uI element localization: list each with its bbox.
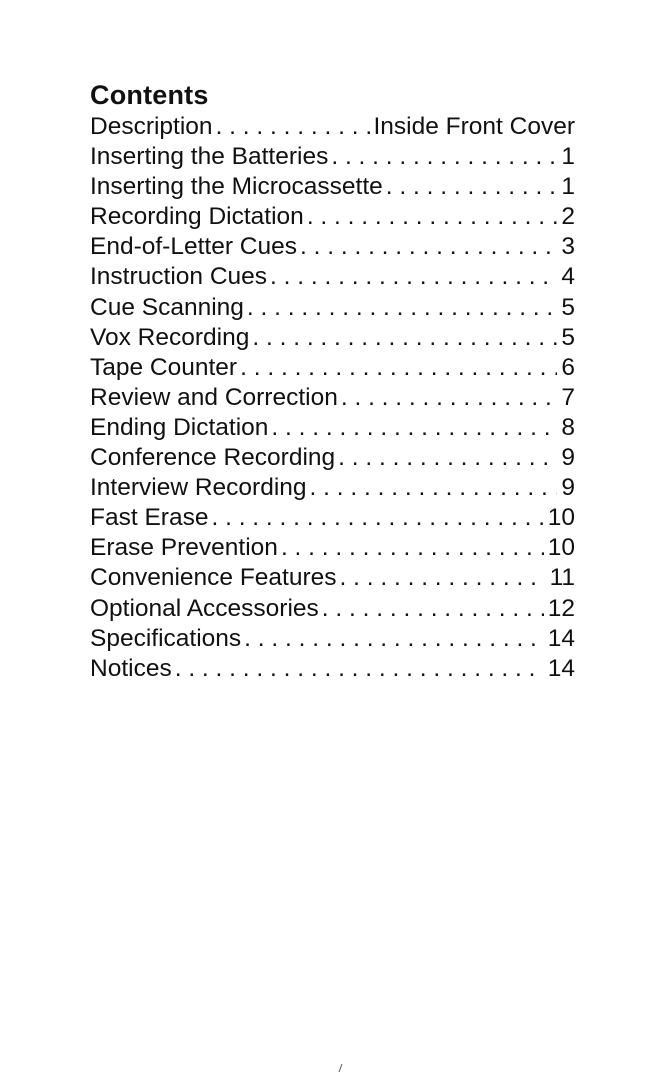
- dot-leader: [340, 563, 546, 593]
- entry-title: Interview Recording: [90, 474, 307, 502]
- entry-title: Ending Dictation: [90, 413, 269, 441]
- dot-leader: [270, 262, 557, 292]
- contents-heading: Contents: [90, 80, 209, 110]
- toc-entry-erase-prevention: [90, 533, 575, 563]
- entry-title: Specifications: [90, 624, 242, 652]
- entry-page: 4: [561, 263, 575, 291]
- dot-leader: [310, 473, 558, 503]
- entry-title: Recording Dictation: [90, 203, 304, 231]
- entry-page: 5: [561, 293, 575, 321]
- entry-title: End-of-Letter Cues: [90, 233, 297, 261]
- toc-entry-interview-recording: [90, 473, 575, 503]
- toc-entry-review-and-correction: [90, 383, 575, 413]
- entry-page: 6: [561, 353, 575, 381]
- dot-leader: [281, 533, 544, 563]
- toc-entry-fast-erase: [90, 503, 575, 533]
- entry-page: 1: [561, 143, 575, 171]
- toc-entry-vox-recording: [90, 323, 575, 353]
- table-of-contents: [90, 112, 575, 684]
- entry-page: 14: [547, 654, 575, 682]
- toc-entry-optional-accessories: [90, 594, 575, 624]
- entry-title: Inserting the Microcassette: [90, 173, 383, 201]
- toc-entry-instruction-cues: [90, 262, 575, 292]
- dot-leader: [211, 503, 543, 533]
- entry-title: Notices: [90, 654, 172, 682]
- toc-entry-tape-counter: [90, 353, 575, 383]
- dot-leader: [240, 353, 557, 383]
- dot-leader: [247, 293, 557, 323]
- entry-page: 3: [561, 233, 575, 261]
- toc-entry-inserting-batteries: [90, 142, 575, 172]
- dot-leader: [216, 112, 374, 142]
- toc-entry-convenience-features: [90, 563, 575, 593]
- entry-title: Convenience Features: [90, 564, 337, 592]
- dot-leader: [386, 172, 558, 202]
- entry-page: 1: [561, 173, 575, 201]
- entry-title: Inserting the Batteries: [90, 143, 329, 171]
- dot-leader: [244, 624, 544, 654]
- dot-leader: [307, 202, 558, 232]
- toc-entry-description: [90, 112, 575, 142]
- toc-entry-conference-recording: [90, 443, 575, 473]
- entry-title: Conference Recording: [90, 444, 336, 472]
- entry-page: Inside Front Cover: [373, 113, 575, 140]
- entry-page: 2: [561, 203, 575, 231]
- dot-leader: [341, 383, 558, 413]
- entry-page: 14: [547, 624, 575, 652]
- toc-entry-cue-scanning: [90, 293, 575, 323]
- page-mark: [339, 1064, 347, 1072]
- toc-entry-notices: [90, 654, 575, 684]
- dot-leader: [271, 413, 557, 443]
- entry-title: Cue Scanning: [90, 293, 244, 321]
- entry-page: 12: [547, 594, 575, 622]
- entry-page: 5: [561, 323, 575, 351]
- dot-leader: [338, 443, 557, 473]
- entry-title: Optional Accessories: [90, 594, 319, 622]
- entry-page: 9: [561, 474, 575, 502]
- entry-title: Vox Recording: [90, 323, 250, 351]
- dot-leader: [252, 323, 557, 353]
- toc-entry-specifications: [90, 624, 575, 654]
- entry-title: Instruction Cues: [90, 263, 268, 291]
- toc-entry-recording-dictation: [90, 202, 575, 232]
- entry-page: 10: [547, 534, 575, 562]
- entry-page: 8: [561, 413, 575, 441]
- entry-title: Review and Correction: [90, 383, 338, 411]
- toc-entry-end-of-letter-cues: [90, 232, 575, 262]
- toc-entry-ending-dictation: [90, 413, 575, 443]
- dot-leader: [300, 232, 557, 262]
- toc-entry-inserting-microcassette: [90, 172, 575, 202]
- entry-page: 7: [561, 383, 575, 411]
- entry-page: 9: [561, 444, 575, 472]
- dot-leader: [331, 142, 557, 172]
- entry-page: 10: [547, 504, 575, 532]
- entry-title: Erase Prevention: [90, 534, 278, 562]
- entry-title: Description: [90, 113, 213, 140]
- entry-title: Fast Erase: [90, 504, 209, 532]
- entry-title: Tape Counter: [90, 353, 238, 381]
- dot-leader: [322, 594, 544, 624]
- entry-page: 11: [549, 564, 575, 592]
- dot-leader: [175, 654, 544, 684]
